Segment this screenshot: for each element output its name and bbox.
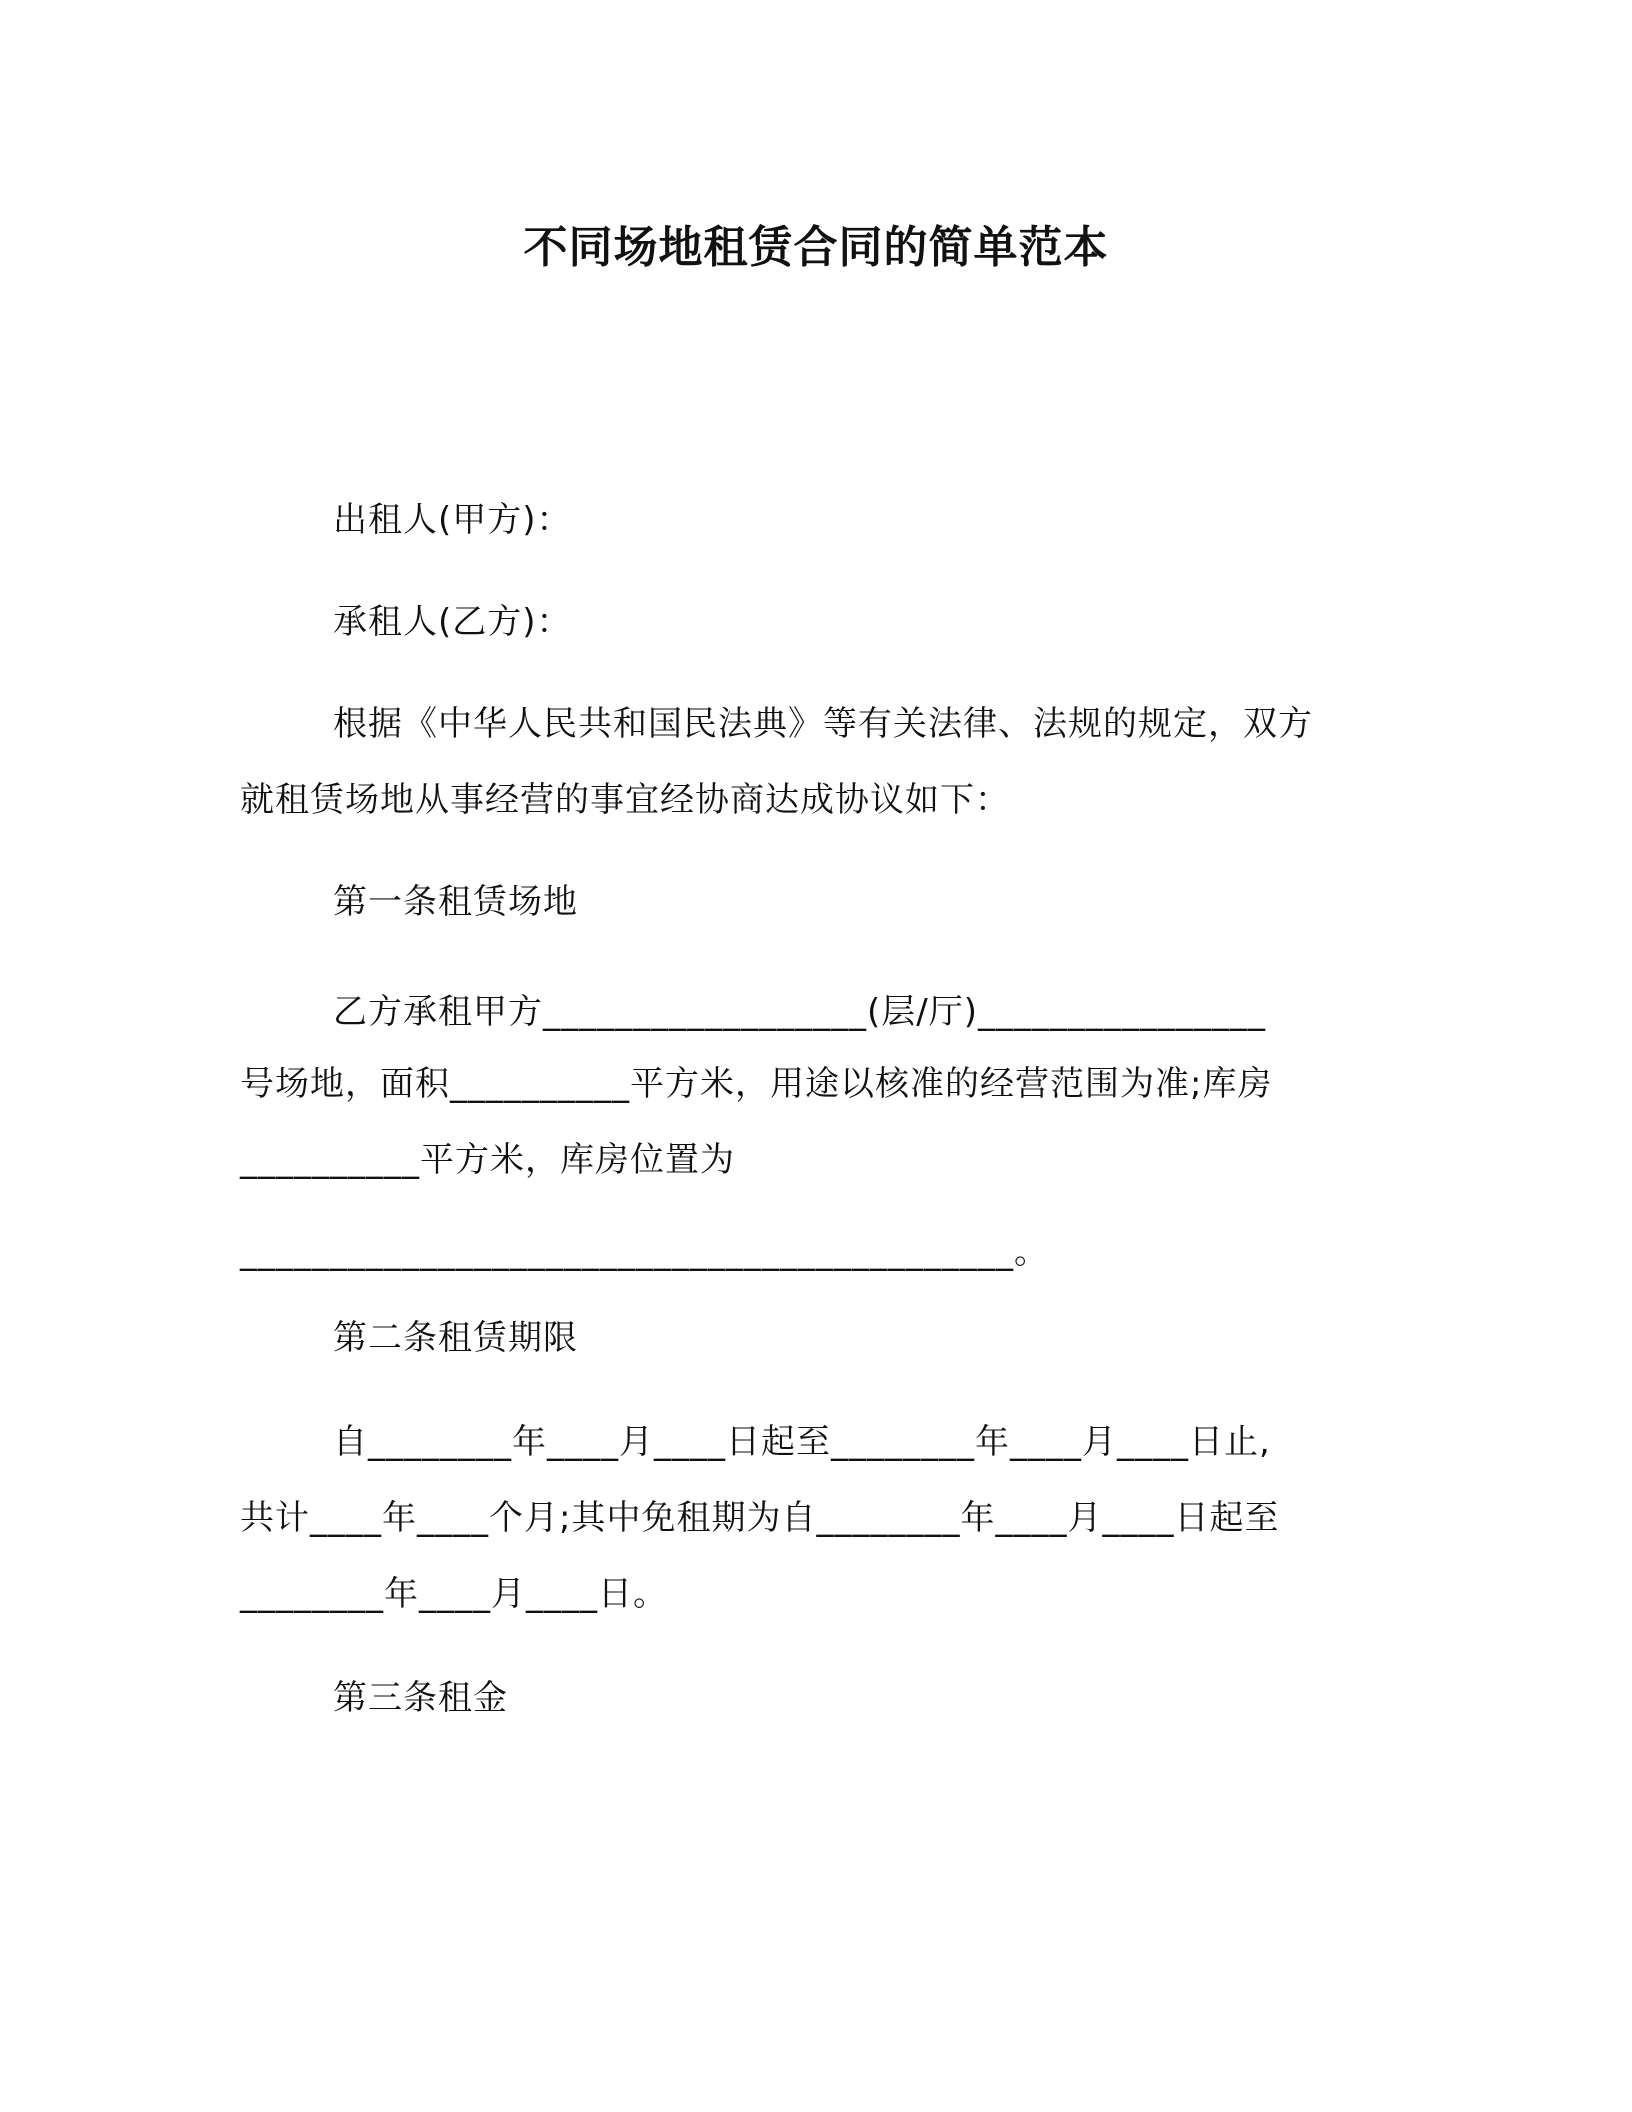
lessee-line: 承租人(乙方)： [333, 602, 572, 642]
preamble-line-2: 就租赁场地从事经营的事宜经协商达成协议如下： [240, 780, 1010, 820]
article-1-line-1: 乙方承租甲方__________________(层/厅)________________ [333, 992, 1266, 1032]
article-2-title: 第二条租赁期限 [333, 1318, 578, 1358]
article-2-line-1: 自________年____月____日起至________年____月____日止, [333, 1422, 1271, 1462]
article-2-line-2: 共计____年____个月;其中免租期为自________年____月____日起至 [240, 1498, 1280, 1538]
article-1-title: 第一条租赁场地 [333, 882, 578, 922]
preamble-line-1: 根据《中华人民共和国民法典》等有关法律、法规的规定，双方 [333, 704, 1313, 744]
article-1-line-2: 号场地，面积__________平方米，用途以核准的经营范围为准;库房 [240, 1064, 1273, 1104]
lessor-line: 出租人(甲方)： [333, 500, 572, 540]
article-1-line-4: ___________________________________________。 [240, 1232, 1049, 1272]
article-2-line-3: ________年____月____日。 [240, 1574, 668, 1614]
article-3-title: 第三条租金 [333, 1678, 508, 1718]
document-title: 不同场地租赁合同的简单范本 [523, 222, 1109, 273]
article-1-line-3: __________平方米，库房位置为 [240, 1140, 735, 1180]
